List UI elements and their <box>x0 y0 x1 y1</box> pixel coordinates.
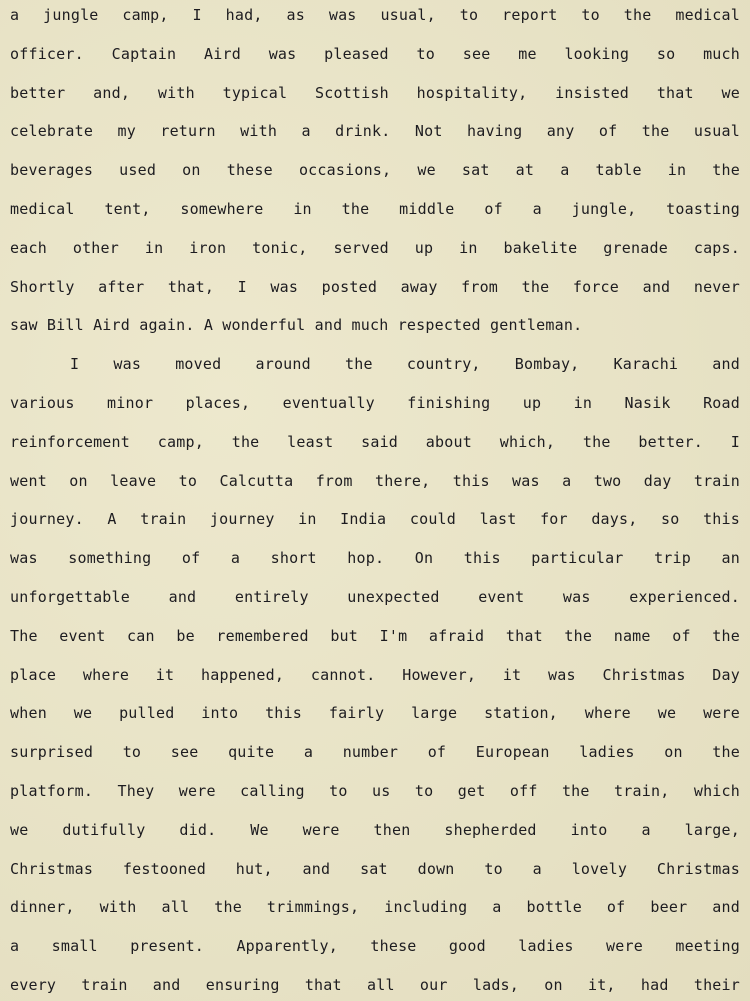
text-line: a small present. Apparently, these good ladies were meeting <box>10 937 740 956</box>
text-line: a jungle camp, I had, as was usual, to report to the medical <box>10 6 740 24</box>
document-body <box>10 0 740 1001</box>
text-line: various minor places, eventually finishing up in Nasik Road <box>10 393 740 412</box>
text-line: officer. Captain Aird was pleased to see me looking so much <box>10 44 740 63</box>
text-line: beverages used on these occasions, we sat at a table in the <box>10 161 740 180</box>
text-line: unforgettable and entirely unexpected event was experienced. <box>10 587 740 606</box>
text-line: when we pulled into this fairly large station, where we were <box>10 704 740 723</box>
text-line: every train and ensuring that all our lads, on it, had their <box>10 975 740 994</box>
text-line: went on leave to Calcutta from there, this was a two day train <box>10 471 740 490</box>
text-line: better and, with typical Scottish hospitality, insisted that we <box>10 83 740 102</box>
text-line: was something of a short hop. On this particular trip an <box>10 549 740 568</box>
text-line: surprised to see quite a number of European ladies on the <box>10 743 740 762</box>
text-line: medical tent, somewhere in the middle of a jungle, toasting <box>10 199 740 218</box>
text-line: Shortly after that, I was posted away from the force and never <box>10 277 740 296</box>
text-line: each other in iron tonic, served up in bakelite grenade caps. <box>10 238 740 257</box>
text-line: reinforcement camp, the least said about which, the better. I <box>10 432 740 451</box>
text-line: place where it happened, cannot. However, it was Christmas Day <box>10 665 740 684</box>
text-line: The event can be remembered but I'm afraid that the name of the <box>10 626 740 645</box>
text-line: dinner, with all the trimmings, including a bottle of beer and <box>10 898 740 917</box>
text-line: Christmas festooned hut, and sat down to a lovely Christmas <box>10 859 740 878</box>
text-line: journey. A train journey in India could last for days, so this <box>10 510 740 529</box>
paragraph-start-line: I was moved around the country, Bombay, Karachi and <box>70 355 740 374</box>
text-line: platform. They were calling to us to get off the train, which <box>10 781 740 800</box>
paragraph-end-line: saw Bill Aird again. A wonderful and much respected gentleman. <box>10 316 583 335</box>
text-line: we dutifully did. We were then shepherded into a large, <box>10 820 740 839</box>
text-line: celebrate my return with a drink. Not having any of the usual <box>10 122 740 141</box>
